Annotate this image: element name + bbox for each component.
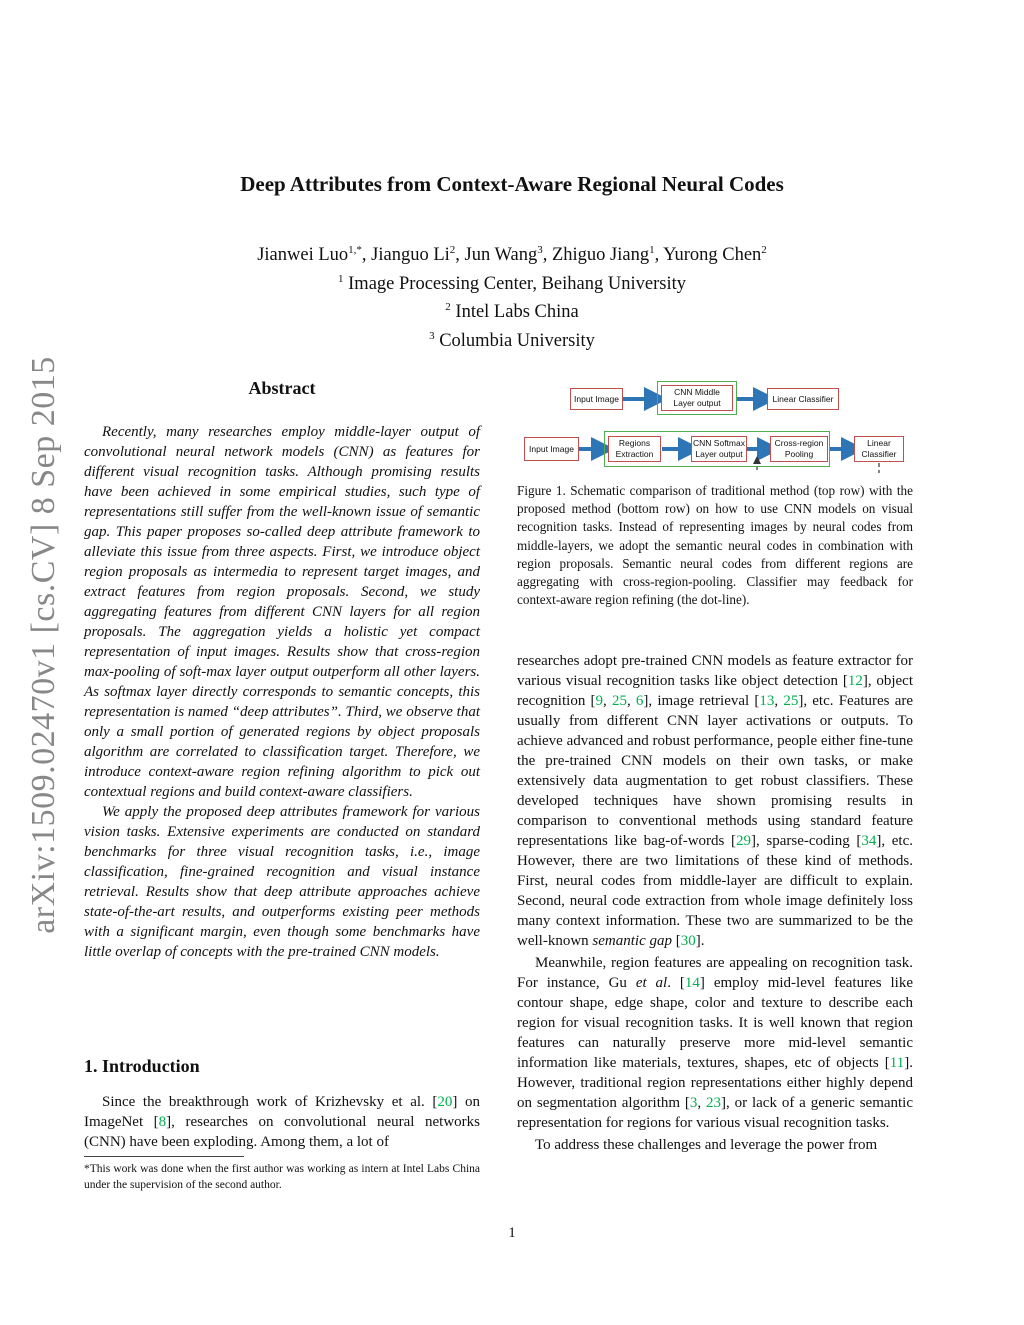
citation-link[interactable]: 23 (706, 1095, 722, 1111)
affiliation-3 (0, 325, 1024, 354)
right-paragraph-1 (517, 651, 913, 951)
text: Since the breakthrough work of Krizhevsky et al. [ (102, 1094, 438, 1110)
text: ], or lack of a generic semantic representation for regions for various visual recognition tasks. (517, 1095, 914, 1131)
affiliation-3-sup: 3 (429, 329, 435, 342)
author-4: , Zhiguo Jiang (542, 245, 650, 266)
page-number: 1 (508, 1225, 516, 1241)
author-5: , Yurong Chen (654, 245, 762, 266)
text: , (697, 1095, 707, 1111)
box-top-linear-classifier (767, 388, 839, 410)
abstract-body (84, 422, 480, 962)
author-block (0, 239, 1024, 354)
figure-1-diagram (517, 378, 913, 473)
affiliation-1-text: Image Processing Center, Beihang University (343, 273, 686, 294)
introduction-body (84, 1092, 480, 1152)
author-3-sup: 3 (537, 244, 543, 256)
text: , (626, 693, 636, 709)
citation-link[interactable]: 29 (736, 833, 752, 849)
text: . [ (667, 975, 685, 991)
arxiv-identifier: arXiv:1509.02470v1 [cs.CV] 8 Sep 2015 (25, 356, 62, 934)
section-heading-introduction: 1. Introduction (84, 1056, 200, 1076)
label (616, 438, 654, 460)
line1: Linear (867, 438, 891, 448)
citation-link[interactable]: 6 (635, 693, 644, 709)
right-paragraph-3: To address these challenges and leverage the power from (535, 1137, 878, 1153)
text: ], etc. Features are usually from different CNN layer activations or outputs. To achieve advanced and robust performance, people either fine-tune the pre-trained CNN models on their own tasks, or make extensively data augmentation to get robust classifiers. These developed techniques have shown promising results in comparison to conventional methods using standard feature representations like bag-of-words [ (517, 693, 914, 849)
label: Input Image (574, 393, 619, 404)
box-top-input-image (570, 388, 623, 410)
author-names (0, 239, 1024, 268)
line1: Regions (618, 438, 651, 448)
text: , (603, 693, 612, 709)
text: ], object recognition [ (517, 673, 913, 709)
box-bottom-cnn-softmax (691, 436, 747, 462)
text: , (774, 693, 784, 709)
abstract-paragraph-1: Recently, many researches employ middle-layer output of convolutional neural network models (CNN) as features for different visual recognition tasks. Although promising results have been achieved in some empirical studies, such type of representations still suffer from the well-known issue of semantic gap. This paper proposes so-called deep attribute framework to alleviate this issue from three aspects. First, we introduce object region proposals as intermedia to represent target images, and extract features from region proposals. Second, we study aggregating features from different CNN layers for all region proposals. The aggregation yields a holistic yet compact representation of input images. Results show that cross-region max-pooling of soft-max layer output outperform all other layers. As softmax layer directly corresponds to semantic concepts, this representation is named “deep attributes”. Third, we observe that only a small portion of generated regions by object proposals algorithm are correlated to classification target. Therefore, we introduce context-aware region refining algorithm to pick out contextual regions and build context-aware classifiers. (84, 424, 480, 800)
text: ]. (695, 933, 705, 949)
citation-link[interactable]: 25 (611, 693, 627, 709)
emphasis: semantic gap (592, 933, 672, 949)
right-paragraph-2 (517, 953, 913, 1133)
text: ]. However, traditional region representations either highly depend on segmentation algorithm [ (517, 1055, 913, 1111)
citation-link[interactable]: 12 (847, 673, 863, 689)
figure-1-caption: Figure 1. Schematic comparison of traditional method (top row) with the proposed method (bottom row) on how to use CNN models on visual recognition tasks. Instead of representing images by neural codes from middle-layers, we adopt the semantic neural codes in combination with region proposals. Semantic neural codes from different regions are aggregating with cross-region-pooling. Classifier may feedback for context-aware region refining (the dot-line). (517, 483, 913, 608)
box-bottom-linear-classifier (854, 436, 904, 462)
text: [ (671, 933, 681, 949)
label (673, 387, 720, 409)
citation-link[interactable]: 3 (689, 1095, 698, 1111)
author-2: , Jianguo Li (361, 245, 450, 266)
citation-link[interactable]: 14 (684, 975, 700, 991)
affiliation-1 (0, 268, 1024, 297)
footnote: *This work was done when the first author was working as intern at Intel Labs China under the supervision of the second author. (84, 1163, 480, 1191)
text: Meanwhile, region features are appealing on recognition task. For instance, Gu (517, 955, 913, 991)
text: ] on ImageNet [ (84, 1094, 480, 1130)
text: ], researches on convolutional neural networks (CNN) have been exploding. Among them, a lot of (84, 1114, 480, 1150)
author-5-sup: 2 (761, 244, 767, 256)
text: researches adopt pre-trained CNN models as feature extractor for various visual recognition tasks like object detection [ (517, 653, 913, 689)
label (775, 438, 824, 460)
box-bottom-cross-region-pooling (770, 436, 828, 462)
citation-link[interactable]: 13 (759, 693, 775, 709)
abstract-paragraph-2: We apply the proposed deep attributes framework for various vision tasks. Extensive experiments are conducted on standard benchmarks for three visual recognition tasks, i.e., image classification, fine-grained recognition and visual instance retrieval. Results show that deep attribute approaches achieve state-of-the-art results, and outperforms existing peer methods with a significant margin, even though some benchmarks have little overlap of concepts with the pre-trained CNN models. (84, 804, 480, 960)
line2: Layer output (673, 398, 721, 408)
citation-link[interactable]: 20 (437, 1094, 453, 1110)
abstract-heading: Abstract (248, 378, 316, 398)
line1: CNN Softmax (693, 438, 745, 448)
author-1-sup: 1,* (348, 244, 362, 256)
intro-paragraph-1 (84, 1092, 480, 1152)
text: ] employ mid-level features like contour shape, edge shape, color and texture to describe each region for visual recognition tasks. It is well known that region features can naturally preserve more mid-level semantic information like materials, textures, shapes, etc of objects [ (517, 975, 913, 1071)
emphasis: et al (635, 975, 668, 991)
line1: CNN Middle (674, 387, 720, 397)
text: ], image retrieval [ (643, 693, 760, 709)
author-4-sup: 1 (649, 244, 655, 256)
label (693, 438, 745, 460)
line2: Classifier (861, 449, 897, 459)
citation-link[interactable]: 25 (783, 693, 799, 709)
box-bottom-regions-extraction (608, 436, 661, 462)
line2: Layer output (695, 449, 743, 459)
paper-title: Deep Attributes from Context-Aware Regional Neural Codes (240, 172, 784, 196)
line2: Extraction (615, 449, 654, 459)
arxiv-sidebar-wrap (18, 356, 70, 934)
label: Input Image (529, 443, 574, 454)
citation-link[interactable]: 30 (680, 933, 696, 949)
box-top-cnn-middle (661, 385, 733, 411)
text: ], sparse-coding [ (751, 833, 862, 849)
affiliation-2-sup: 2 (445, 301, 451, 314)
affiliation-1-sup: 1 (338, 272, 344, 285)
text: ], etc. However, there are two limitations of these kind of methods. First, neural codes from middle-layer are difficult to explain. Second, neural code extraction from whole image definitely loss many context information. These two are summarized to be the well-known (517, 833, 913, 949)
author-1: Jianwei Luo (257, 245, 349, 266)
footnote-divider (84, 1156, 244, 1157)
line2: Pooling (784, 449, 814, 459)
box-bottom-input-image (524, 437, 579, 461)
affiliation-2 (0, 296, 1024, 325)
affiliation-2-text: Intel Labs China (450, 302, 579, 323)
author-3: , Jun Wang (455, 245, 538, 266)
citation-link[interactable]: 11 (889, 1055, 905, 1071)
label: Linear Classifier (772, 393, 834, 404)
right-column-body (517, 651, 913, 1157)
author-2-sup: 2 (449, 244, 456, 256)
label (862, 438, 897, 460)
affiliation-3-text: Columbia University (434, 331, 595, 352)
citation-link[interactable]: 8 (158, 1114, 167, 1130)
citation-link[interactable]: 34 (861, 833, 877, 849)
line1: Cross-region (774, 438, 824, 448)
citation-link[interactable]: 9 (595, 693, 604, 709)
